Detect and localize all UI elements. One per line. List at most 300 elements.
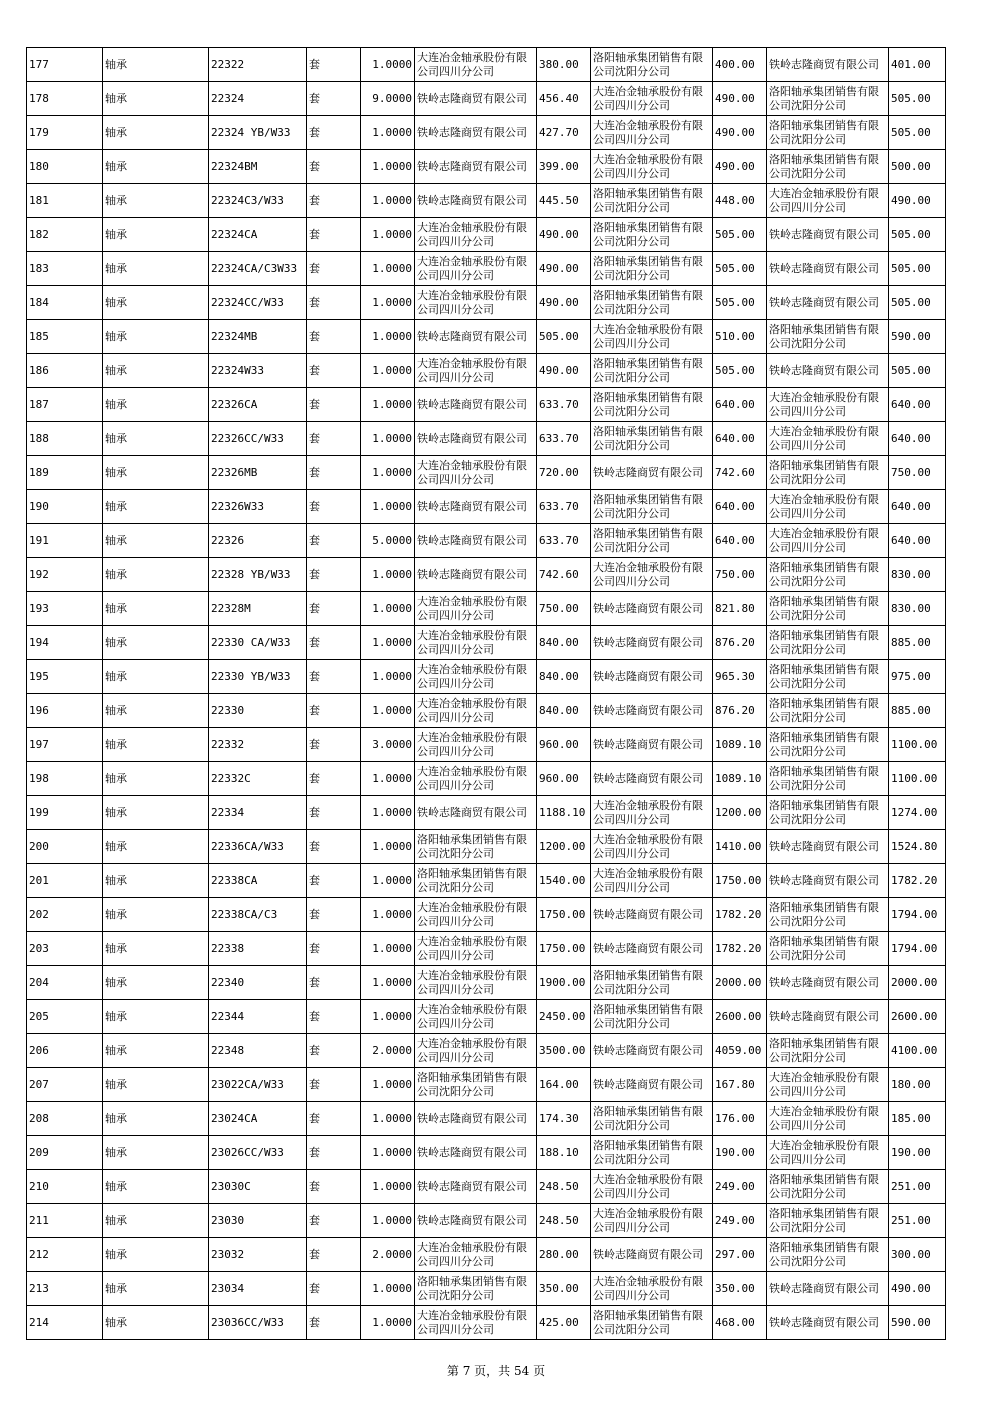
row-number-cell: 184 [27,286,103,320]
item-name-cell: 轴承 [103,1238,209,1272]
item-name-cell: 轴承 [103,456,209,490]
unit-cell: 套 [307,660,361,694]
supplier-3-cell: 铁岭志隆商贸有限公司 [767,830,889,864]
model-cell: 22328 YB/W33 [209,558,307,592]
item-name-cell: 轴承 [103,490,209,524]
unit-cell: 套 [307,626,361,660]
price-2-cell: 490.00 [713,116,767,150]
supplier-2-cell: 大连冶金轴承股份有限公司四川分公司 [591,796,713,830]
supplier-2-cell: 洛阳轴承集团销售有限公司沈阳分公司 [591,1136,713,1170]
quantity-cell: 1.0000 [361,490,415,524]
unit-cell: 套 [307,762,361,796]
row-number-cell: 204 [27,966,103,1000]
row-number-cell: 178 [27,82,103,116]
row-number-cell: 185 [27,320,103,354]
supplier-2-cell: 洛阳轴承集团销售有限公司沈阳分公司 [591,422,713,456]
price-3-cell: 505.00 [889,82,946,116]
supplier-2-cell: 大连冶金轴承股份有限公司四川分公司 [591,830,713,864]
supplier-1-cell: 大连冶金轴承股份有限公司四川分公司 [415,592,537,626]
price-2-cell: 1410.00 [713,830,767,864]
quantity-cell: 1.0000 [361,218,415,252]
supplier-1-cell: 洛阳轴承集团销售有限公司沈阳分公司 [415,1272,537,1306]
supplier-2-cell: 洛阳轴承集团销售有限公司沈阳分公司 [591,966,713,1000]
supplier-1-cell: 大连冶金轴承股份有限公司四川分公司 [415,286,537,320]
unit-cell: 套 [307,218,361,252]
quantity-cell: 2.0000 [361,1238,415,1272]
model-cell: 22324CC/W33 [209,286,307,320]
supplier-2-cell: 洛阳轴承集团销售有限公司沈阳分公司 [591,388,713,422]
item-name-cell: 轴承 [103,728,209,762]
supplier-2-cell: 大连冶金轴承股份有限公司四川分公司 [591,150,713,184]
price-1-cell: 350.00 [537,1272,591,1306]
table-row [27,490,946,524]
supplier-2-cell: 铁岭志隆商贸有限公司 [591,456,713,490]
supplier-2-cell: 铁岭志隆商贸有限公司 [591,932,713,966]
price-1-cell: 840.00 [537,660,591,694]
unit-cell: 套 [307,1272,361,1306]
model-cell: 23024CA [209,1102,307,1136]
table-row [27,1136,946,1170]
supplier-2-cell: 洛阳轴承集团销售有限公司沈阳分公司 [591,48,713,82]
supplier-3-cell: 铁岭志隆商贸有限公司 [767,354,889,388]
quantity-cell: 5.0000 [361,524,415,558]
price-1-cell: 280.00 [537,1238,591,1272]
supplier-3-cell: 铁岭志隆商贸有限公司 [767,252,889,286]
table-row [27,218,946,252]
unit-cell: 套 [307,456,361,490]
table-row [27,1238,946,1272]
supplier-3-cell: 洛阳轴承集团销售有限公司沈阳分公司 [767,1034,889,1068]
price-3-cell: 505.00 [889,116,946,150]
quantity-cell: 1.0000 [361,388,415,422]
price-1-cell: 633.70 [537,490,591,524]
price-3-cell: 505.00 [889,286,946,320]
price-2-cell: 505.00 [713,354,767,388]
row-number-cell: 179 [27,116,103,150]
supplier-2-cell: 大连冶金轴承股份有限公司四川分公司 [591,864,713,898]
quantity-cell: 1.0000 [361,48,415,82]
supplier-2-cell: 洛阳轴承集团销售有限公司沈阳分公司 [591,354,713,388]
supplier-1-cell: 大连冶金轴承股份有限公司四川分公司 [415,762,537,796]
unit-cell: 套 [307,524,361,558]
table-body [27,48,946,1340]
row-number-cell: 211 [27,1204,103,1238]
unit-cell: 套 [307,694,361,728]
item-name-cell: 轴承 [103,1170,209,1204]
row-number-cell: 180 [27,150,103,184]
model-cell: 22324C3/W33 [209,184,307,218]
quantity-cell: 1.0000 [361,1204,415,1238]
model-cell: 22328M [209,592,307,626]
supplier-2-cell: 铁岭志隆商贸有限公司 [591,1068,713,1102]
quantity-cell: 1.0000 [361,1170,415,1204]
item-name-cell: 轴承 [103,422,209,456]
supplier-3-cell: 洛阳轴承集团销售有限公司沈阳分公司 [767,320,889,354]
supplier-3-cell: 铁岭志隆商贸有限公司 [767,1306,889,1340]
row-number-cell: 213 [27,1272,103,1306]
price-3-cell: 975.00 [889,660,946,694]
item-name-cell: 轴承 [103,320,209,354]
supplier-1-cell: 大连冶金轴承股份有限公司四川分公司 [415,966,537,1000]
item-name-cell: 轴承 [103,966,209,1000]
quantity-cell: 1.0000 [361,830,415,864]
price-2-cell: 965.30 [713,660,767,694]
model-cell: 23036CC/W33 [209,1306,307,1340]
price-2-cell: 249.00 [713,1170,767,1204]
row-number-cell: 202 [27,898,103,932]
item-name-cell: 轴承 [103,82,209,116]
row-number-cell: 210 [27,1170,103,1204]
price-2-cell: 750.00 [713,558,767,592]
supplier-1-cell: 大连冶金轴承股份有限公司四川分公司 [415,456,537,490]
item-name-cell: 轴承 [103,1136,209,1170]
price-1-cell: 633.70 [537,422,591,456]
supplier-1-cell: 大连冶金轴承股份有限公司四川分公司 [415,660,537,694]
price-3-cell: 750.00 [889,456,946,490]
item-name-cell: 轴承 [103,252,209,286]
price-1-cell: 445.50 [537,184,591,218]
unit-cell: 套 [307,320,361,354]
price-3-cell: 590.00 [889,1306,946,1340]
price-2-cell: 742.60 [713,456,767,490]
supplier-1-cell: 大连冶金轴承股份有限公司四川分公司 [415,48,537,82]
unit-cell: 套 [307,1034,361,1068]
supplier-1-cell: 铁岭志隆商贸有限公司 [415,524,537,558]
supplier-3-cell: 铁岭志隆商贸有限公司 [767,286,889,320]
supplier-2-cell: 铁岭志隆商贸有限公司 [591,1238,713,1272]
table-row [27,660,946,694]
supplier-3-cell: 铁岭志隆商贸有限公司 [767,218,889,252]
price-3-cell: 885.00 [889,626,946,660]
supplier-2-cell: 铁岭志隆商贸有限公司 [591,694,713,728]
unit-cell: 套 [307,1306,361,1340]
supplier-1-cell: 铁岭志隆商贸有限公司 [415,1170,537,1204]
supplier-2-cell: 大连冶金轴承股份有限公司四川分公司 [591,82,713,116]
item-name-cell: 轴承 [103,48,209,82]
model-cell: 23026CC/W33 [209,1136,307,1170]
price-3-cell: 505.00 [889,218,946,252]
table-row [27,286,946,320]
supplier-3-cell: 洛阳轴承集团销售有限公司沈阳分公司 [767,762,889,796]
price-1-cell: 490.00 [537,286,591,320]
price-2-cell: 640.00 [713,490,767,524]
row-number-cell: 187 [27,388,103,422]
supplier-3-cell: 铁岭志隆商贸有限公司 [767,48,889,82]
table-row [27,1306,946,1340]
row-number-cell: 209 [27,1136,103,1170]
supplier-3-cell: 洛阳轴承集团销售有限公司沈阳分公司 [767,898,889,932]
unit-cell: 套 [307,1238,361,1272]
supplier-3-cell: 洛阳轴承集团销售有限公司沈阳分公司 [767,694,889,728]
supplier-3-cell: 铁岭志隆商贸有限公司 [767,1000,889,1034]
item-name-cell: 轴承 [103,184,209,218]
table-row [27,694,946,728]
price-2-cell: 821.80 [713,592,767,626]
supplier-1-cell: 大连冶金轴承股份有限公司四川分公司 [415,1238,537,1272]
price-3-cell: 830.00 [889,592,946,626]
price-3-cell: 1524.80 [889,830,946,864]
supplier-2-cell: 大连冶金轴承股份有限公司四川分公司 [591,558,713,592]
supplier-1-cell: 铁岭志隆商贸有限公司 [415,796,537,830]
supplier-2-cell: 大连冶金轴承股份有限公司四川分公司 [591,1204,713,1238]
unit-cell: 套 [307,252,361,286]
model-cell: 22330 [209,694,307,728]
table-row [27,626,946,660]
item-name-cell: 轴承 [103,1272,209,1306]
quantity-cell: 1.0000 [361,422,415,456]
price-3-cell: 2600.00 [889,1000,946,1034]
page-footer: 第 7 页，共 54 页 [446,1364,546,1378]
price-1-cell: 1540.00 [537,864,591,898]
unit-cell: 套 [307,116,361,150]
quantity-cell: 1.0000 [361,320,415,354]
quantity-cell: 1.0000 [361,592,415,626]
row-number-cell: 191 [27,524,103,558]
supplier-1-cell: 洛阳轴承集团销售有限公司沈阳分公司 [415,830,537,864]
table-row [27,320,946,354]
price-3-cell: 830.00 [889,558,946,592]
item-name-cell: 轴承 [103,1068,209,1102]
supplier-1-cell: 大连冶金轴承股份有限公司四川分公司 [415,1306,537,1340]
price-3-cell: 640.00 [889,524,946,558]
price-2-cell: 505.00 [713,252,767,286]
supplier-1-cell: 铁岭志隆商贸有限公司 [415,422,537,456]
price-3-cell: 251.00 [889,1204,946,1238]
price-1-cell: 1188.10 [537,796,591,830]
price-3-cell: 1100.00 [889,728,946,762]
supplier-1-cell: 铁岭志隆商贸有限公司 [415,558,537,592]
supplier-2-cell: 铁岭志隆商贸有限公司 [591,762,713,796]
unit-cell: 套 [307,1102,361,1136]
supplier-1-cell: 铁岭志隆商贸有限公司 [415,1136,537,1170]
unit-cell: 套 [307,48,361,82]
supplier-1-cell: 铁岭志隆商贸有限公司 [415,490,537,524]
unit-cell: 套 [307,1170,361,1204]
quantity-cell: 1.0000 [361,1272,415,1306]
item-name-cell: 轴承 [103,1102,209,1136]
model-cell: 22334 [209,796,307,830]
unit-cell: 套 [307,830,361,864]
price-3-cell: 1794.00 [889,932,946,966]
supplier-3-cell: 大连冶金轴承股份有限公司四川分公司 [767,422,889,456]
price-3-cell: 251.00 [889,1170,946,1204]
row-number-cell: 203 [27,932,103,966]
price-2-cell: 490.00 [713,82,767,116]
supplier-1-cell: 铁岭志隆商贸有限公司 [415,1102,537,1136]
item-name-cell: 轴承 [103,1034,209,1068]
item-name-cell: 轴承 [103,1000,209,1034]
supplier-2-cell: 铁岭志隆商贸有限公司 [591,660,713,694]
price-1-cell: 490.00 [537,252,591,286]
quantity-cell: 1.0000 [361,354,415,388]
model-cell: 22326CC/W33 [209,422,307,456]
row-number-cell: 192 [27,558,103,592]
price-3-cell: 190.00 [889,1136,946,1170]
unit-cell: 套 [307,388,361,422]
unit-cell: 套 [307,1000,361,1034]
price-3-cell: 401.00 [889,48,946,82]
supplier-2-cell: 洛阳轴承集团销售有限公司沈阳分公司 [591,1306,713,1340]
supplier-3-cell: 洛阳轴承集团销售有限公司沈阳分公司 [767,660,889,694]
price-3-cell: 640.00 [889,388,946,422]
item-name-cell: 轴承 [103,626,209,660]
price-3-cell: 2000.00 [889,966,946,1000]
price-1-cell: 490.00 [537,218,591,252]
model-cell: 22324BM [209,150,307,184]
model-cell: 23030 [209,1204,307,1238]
table-row [27,898,946,932]
price-3-cell: 300.00 [889,1238,946,1272]
model-cell: 22336CA/W33 [209,830,307,864]
unit-cell: 套 [307,728,361,762]
row-number-cell: 189 [27,456,103,490]
price-1-cell: 456.40 [537,82,591,116]
supplier-1-cell: 铁岭志隆商贸有限公司 [415,1204,537,1238]
row-number-cell: 182 [27,218,103,252]
supplier-2-cell: 洛阳轴承集团销售有限公司沈阳分公司 [591,286,713,320]
unit-cell: 套 [307,932,361,966]
model-cell: 22324MB [209,320,307,354]
quantity-cell: 1.0000 [361,116,415,150]
price-1-cell: 633.70 [537,388,591,422]
supplier-2-cell: 大连冶金轴承股份有限公司四川分公司 [591,1170,713,1204]
price-2-cell: 468.00 [713,1306,767,1340]
model-cell: 22326MB [209,456,307,490]
supplier-3-cell: 洛阳轴承集团销售有限公司沈阳分公司 [767,728,889,762]
table-row [27,388,946,422]
supplier-3-cell: 大连冶金轴承股份有限公司四川分公司 [767,490,889,524]
unit-cell: 套 [307,1204,361,1238]
price-1-cell: 1750.00 [537,898,591,932]
supplier-3-cell: 洛阳轴承集团销售有限公司沈阳分公司 [767,116,889,150]
table-row [27,252,946,286]
price-1-cell: 1900.00 [537,966,591,1000]
supplier-1-cell: 洛阳轴承集团销售有限公司沈阳分公司 [415,1068,537,1102]
quantity-cell: 1.0000 [361,1068,415,1102]
price-2-cell: 510.00 [713,320,767,354]
price-3-cell: 640.00 [889,490,946,524]
item-name-cell: 轴承 [103,558,209,592]
price-3-cell: 885.00 [889,694,946,728]
quantity-cell: 1.0000 [361,184,415,218]
price-1-cell: 960.00 [537,728,591,762]
quantity-cell: 1.0000 [361,762,415,796]
quantity-cell: 1.0000 [361,456,415,490]
supplier-1-cell: 铁岭志隆商贸有限公司 [415,388,537,422]
supplier-1-cell: 大连冶金轴承股份有限公司四川分公司 [415,354,537,388]
item-name-cell: 轴承 [103,898,209,932]
supplier-2-cell: 洛阳轴承集团销售有限公司沈阳分公司 [591,252,713,286]
price-2-cell: 1782.20 [713,898,767,932]
price-1-cell: 164.00 [537,1068,591,1102]
item-name-cell: 轴承 [103,592,209,626]
table-row [27,592,946,626]
price-1-cell: 750.00 [537,592,591,626]
supplier-3-cell: 洛阳轴承集团销售有限公司沈阳分公司 [767,1238,889,1272]
supplier-1-cell: 大连冶金轴承股份有限公司四川分公司 [415,1034,537,1068]
supplier-3-cell: 大连冶金轴承股份有限公司四川分公司 [767,1136,889,1170]
supplier-3-cell: 铁岭志隆商贸有限公司 [767,966,889,1000]
supplier-3-cell: 大连冶金轴承股份有限公司四川分公司 [767,1068,889,1102]
table-row [27,354,946,388]
quantity-cell: 1.0000 [361,1000,415,1034]
price-2-cell: 249.00 [713,1204,767,1238]
supplier-1-cell: 大连冶金轴承股份有限公司四川分公司 [415,932,537,966]
row-number-cell: 207 [27,1068,103,1102]
item-name-cell: 轴承 [103,286,209,320]
table-row [27,864,946,898]
price-2-cell: 640.00 [713,422,767,456]
price-2-cell: 876.20 [713,626,767,660]
table-row [27,728,946,762]
price-3-cell: 180.00 [889,1068,946,1102]
price-2-cell: 1089.10 [713,728,767,762]
supplier-1-cell: 铁岭志隆商贸有限公司 [415,184,537,218]
unit-cell: 套 [307,592,361,626]
unit-cell: 套 [307,286,361,320]
price-1-cell: 505.00 [537,320,591,354]
supplier-2-cell: 洛阳轴承集团销售有限公司沈阳分公司 [591,490,713,524]
item-name-cell: 轴承 [103,1306,209,1340]
quantity-cell: 1.0000 [361,898,415,932]
supplier-2-cell: 铁岭志隆商贸有限公司 [591,728,713,762]
price-3-cell: 490.00 [889,184,946,218]
model-cell: 22338CA [209,864,307,898]
row-number-cell: 183 [27,252,103,286]
price-2-cell: 1200.00 [713,796,767,830]
row-number-cell: 194 [27,626,103,660]
supplier-2-cell: 大连冶金轴承股份有限公司四川分公司 [591,1272,713,1306]
price-2-cell: 1782.20 [713,932,767,966]
supplier-1-cell: 铁岭志隆商贸有限公司 [415,116,537,150]
price-1-cell: 720.00 [537,456,591,490]
model-cell: 23022CA/W33 [209,1068,307,1102]
price-1-cell: 840.00 [537,626,591,660]
unit-cell: 套 [307,1068,361,1102]
supplier-3-cell: 洛阳轴承集团销售有限公司沈阳分公司 [767,82,889,116]
table-row [27,150,946,184]
table-row [27,1000,946,1034]
table-row [27,422,946,456]
model-cell: 22324CA [209,218,307,252]
item-name-cell: 轴承 [103,762,209,796]
item-name-cell: 轴承 [103,830,209,864]
quantity-cell: 1.0000 [361,864,415,898]
unit-cell: 套 [307,490,361,524]
price-3-cell: 1794.00 [889,898,946,932]
table-row [27,48,946,82]
row-number-cell: 193 [27,592,103,626]
item-name-cell: 轴承 [103,932,209,966]
model-cell: 22326CA [209,388,307,422]
price-2-cell: 505.00 [713,286,767,320]
item-name-cell: 轴承 [103,864,209,898]
price-2-cell: 640.00 [713,524,767,558]
table-row [27,1102,946,1136]
quantity-cell: 1.0000 [361,1102,415,1136]
price-2-cell: 876.20 [713,694,767,728]
unit-cell: 套 [307,422,361,456]
model-cell: 22338CA/C3 [209,898,307,932]
price-2-cell: 167.80 [713,1068,767,1102]
supplier-3-cell: 洛阳轴承集团销售有限公司沈阳分公司 [767,456,889,490]
model-cell: 22324CA/C3W33 [209,252,307,286]
price-1-cell: 960.00 [537,762,591,796]
item-name-cell: 轴承 [103,354,209,388]
model-cell: 22348 [209,1034,307,1068]
supplier-1-cell: 大连冶金轴承股份有限公司四川分公司 [415,1000,537,1034]
price-3-cell: 1100.00 [889,762,946,796]
